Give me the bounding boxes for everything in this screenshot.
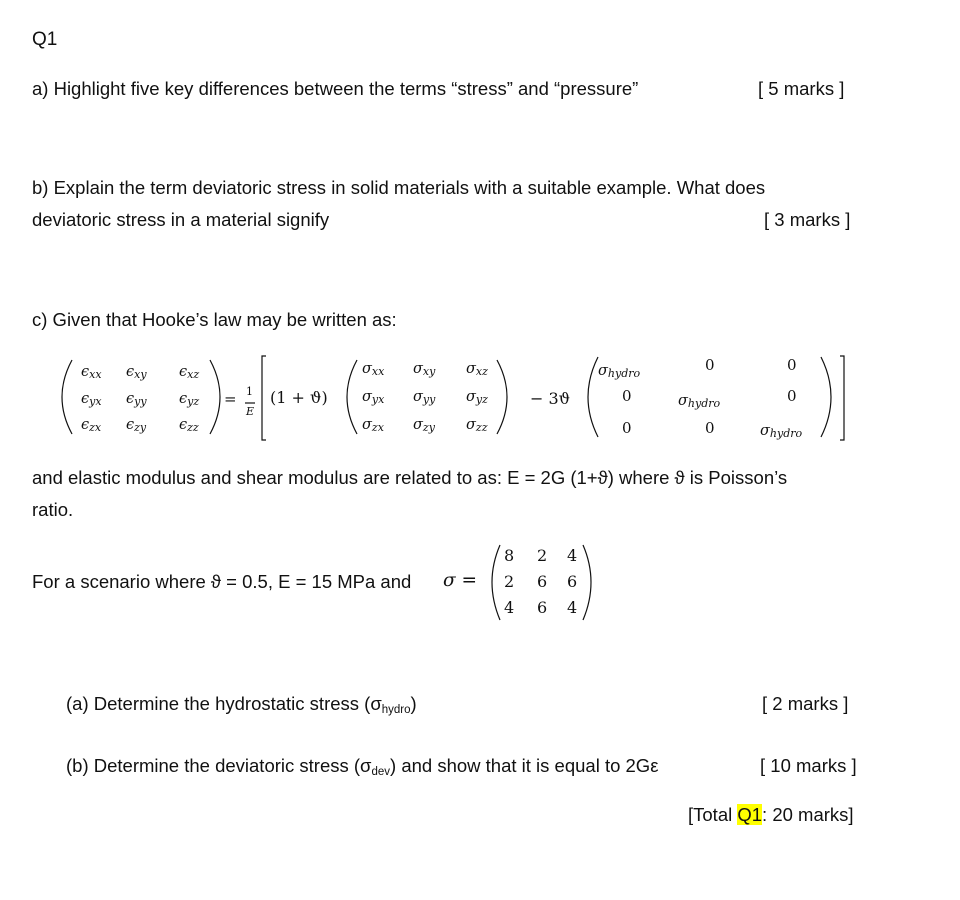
subpart-a-sub: hydro — [381, 704, 411, 716]
sigma-cell: 4 — [504, 598, 515, 617]
hydro-23: 0 — [787, 387, 797, 405]
fraction-numerator: 1 — [246, 385, 253, 398]
minus-three-poisson: − 3ϑ — [530, 389, 571, 408]
total-marks — [688, 806, 854, 825]
sigma-cell: 4 — [567, 598, 578, 617]
hydro-32: 0 — [705, 419, 715, 437]
subpart-b-post: ) and show that it is equal to 2Gε — [390, 755, 659, 776]
strain-xx: $\epsilon_{xx}$ — [81, 364, 102, 381]
subpart-b-marks: [ 10 marks ] — [760, 755, 857, 776]
subpart-a-post: ) — [410, 693, 417, 714]
stress-xx: $\sigma_{xx}$ — [362, 361, 385, 378]
hydro-31: 0 — [622, 419, 632, 437]
stress-yy: $\sigma_{yy}$ — [413, 389, 436, 406]
subpart-b-pre: (b) Determine the deviatoric stress (σ — [66, 755, 372, 776]
stress-zx: $\sigma_{zx}$ — [362, 417, 384, 434]
fraction-denominator: E — [246, 405, 255, 418]
stress-zy: $\sigma_{zy}$ — [413, 417, 435, 434]
strain-zy: $\epsilon_{zy}$ — [126, 417, 147, 434]
hydro-21: 0 — [622, 387, 632, 405]
subpart-a-pre: (a) Determine the hydrostatic stress (σ — [66, 693, 382, 714]
modulus-relation-line2: ratio. — [32, 499, 74, 520]
stress-xz: $\sigma_{xz}$ — [466, 361, 488, 378]
modulus-relation-line1: and elastic modulus and shear modulus are related to as: E = 2G (1+ϑ) where ϑ is Poisson’s — [32, 467, 788, 488]
strain-xz: $\epsilon_{xz}$ — [179, 364, 200, 381]
stress-yz: $\sigma_{yz}$ — [466, 389, 488, 406]
poisson-factor: (1 + ϑ) — [270, 388, 328, 407]
sigma-cell: 6 — [537, 598, 548, 617]
scenario-text: For a scenario where ϑ = 0.5, E = 15 MPa and — [32, 571, 412, 592]
strain-zz: $\epsilon_{zz}$ — [179, 417, 199, 434]
subpart-a-marks: [ 2 marks ] — [762, 693, 849, 714]
sigma-cell: 6 — [567, 572, 578, 591]
question-title: Q1 — [32, 29, 58, 50]
total-suffix: : 20 marks] — [762, 804, 854, 825]
stress-yx: $\sigma_{yx}$ — [362, 389, 385, 406]
strain-yy: $\epsilon_{yy}$ — [126, 391, 147, 408]
stress-zz: $\sigma_{zz}$ — [466, 417, 488, 434]
sigma-cell: 2 — [504, 572, 515, 591]
sigma-symbol — [443, 572, 477, 591]
strain-yz: $\epsilon_{yz}$ — [179, 391, 200, 408]
total-highlight: Q1 — [737, 804, 763, 825]
strain-yx: $\epsilon_{yx}$ — [81, 391, 102, 408]
part-a-marks: [ 5 marks ] — [758, 78, 845, 99]
hydro-11: $\sigma_{hydro}$ — [598, 363, 641, 380]
hydro-13: 0 — [787, 356, 797, 374]
total-prefix: [Total — [688, 804, 738, 825]
sigma-cell: 2 — [537, 546, 548, 565]
subpart-a-text — [66, 695, 417, 717]
part-c-intro: c) Given that Hooke’s law may be written as: — [32, 309, 397, 330]
sigma-cell: 8 — [504, 546, 515, 565]
strain-zx: $\epsilon_{zx}$ — [81, 417, 102, 434]
sigma-symbol-text: σ = — [443, 570, 478, 591]
part-b-text-line2: deviatoric stress in a material signify — [32, 209, 330, 230]
part-a-text: a) Highlight five key differences between the terms “stress” and “pressure” — [32, 78, 639, 99]
hydro-12: 0 — [705, 356, 715, 374]
hydro-22: $\sigma_{hydro}$ — [678, 393, 721, 410]
stress-xy: $\sigma_{xy}$ — [413, 361, 436, 378]
hydro-33: $\sigma_{hydro}$ — [760, 423, 803, 440]
equals-sign: = — [224, 390, 237, 408]
subpart-b-sub: dev — [371, 766, 391, 778]
part-b-marks: [ 3 marks ] — [764, 209, 851, 230]
part-b-text-line1: b) Explain the term deviatoric stress in solid materials with a suitable example. What does — [32, 177, 766, 198]
subpart-b-text — [66, 757, 658, 779]
strain-xy: $\epsilon_{xy}$ — [126, 364, 147, 381]
sigma-cell: 6 — [537, 572, 548, 591]
sigma-cell: 4 — [567, 546, 578, 565]
